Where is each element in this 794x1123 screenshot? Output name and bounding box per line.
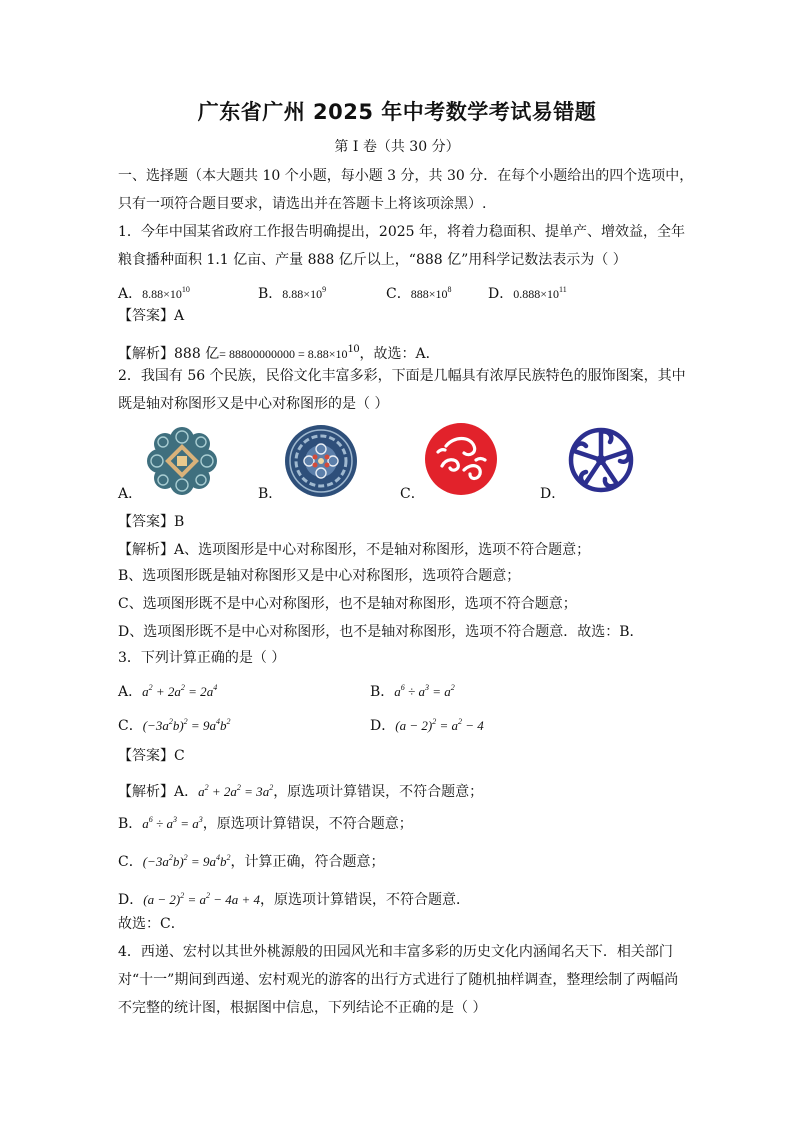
q4-stem-line1: 4．西递、宏村以其世外桃源般的田园风光和丰富多彩的历史文化内涵闻名天下．相关部门 (118, 944, 673, 960)
q1-option-b (258, 280, 326, 304)
q3-analysis-a: 【解析】A．$a^2 + 2a^2 = 3a^2$，原选项计算错误，不符合题意； (118, 783, 484, 800)
q3-analysis-d: D．$(a - 2)^2 = a^2 - 4a + 4$，原选项计算错误，不符合题意． (118, 891, 471, 908)
page-title: 广东省广州 2025 年中考数学考试易错题 (197, 100, 597, 124)
q2-stem-line1: 2．我国有 56 个民族，民俗文化丰富多彩，下面是几幅具有浓厚民族特色的服饰图案，其中 (118, 368, 686, 384)
q3-answer: 【答案】C (118, 748, 185, 764)
option-expr: $8.88\times 10^9$ (282, 285, 327, 301)
q2-figure-d (564, 424, 638, 496)
q2-option-d: D． (540, 486, 566, 502)
option-expr: $0.888\times 10^{11}$ (513, 285, 567, 301)
option-label: B． (258, 286, 283, 302)
q2-analysis-line1: 【解析】A、选项图形是中心对称图形，不是轴对称图形，选项不符合题意； (118, 542, 591, 558)
q1-option-a (118, 280, 190, 304)
q2-option-c: C． (400, 486, 425, 502)
q2-answer: 【答案】B (118, 514, 185, 530)
option-expr: $888\times 10^8$ (410, 285, 452, 301)
page-subtitle: 第 I 卷（共 30 分） (334, 139, 460, 155)
q2-analysis-line3: C、选项图形既不是中心对称图形，也不是轴对称图形，选项不符合题意； (118, 596, 577, 612)
q2-option-a: A． (118, 486, 143, 502)
q1-answer: 【答案】A (118, 308, 185, 324)
option-label: D． (488, 286, 514, 302)
q3-conclusion: 故选：C． (118, 916, 185, 932)
q3-option-c: C．$(-3a^2b)^2 = 9a^4b^2$ (118, 717, 231, 734)
q2-stem-line2: 既是轴对称图形又是中心对称图形的是（ ） (118, 396, 389, 412)
q4-stem-line3: 不完整的统计图，根据图中信息，下列结论不正确的是（ ） (118, 1000, 487, 1016)
q4-stem-line2: 对“十一”期间到西递、宏村观光的游客的出行方式进行了随机抽样调查，整理绘制了两幅尚 (118, 972, 679, 988)
section-instructions-line2: 只有一项符合题目要求，请选出并在答题卡上将该项涂黑）. (118, 196, 487, 212)
option-expr: $8.88\times 10^{10}$ (142, 285, 190, 301)
q2-option-b: B． (258, 486, 283, 502)
q2-analysis-line2: B、选项图形既是轴对称图形又是中心对称图形，选项符合题意； (118, 568, 521, 584)
q3-option-d: D．$(a - 2)^2 = a^2 - 4$ (370, 717, 484, 734)
q2-figure-c (424, 422, 498, 496)
q3-analysis-b: B．$a^6 \div a^3 = a^3$，原选项计算错误，不符合题意； (118, 815, 413, 832)
q2-figure-a (145, 425, 219, 497)
q1-option-d (488, 280, 567, 304)
option-label: C． (386, 286, 411, 302)
q3-analysis-c: C．$(-3a^2b)^2 = 9a^4b^2$，计算正确，符合题意； (118, 853, 385, 870)
q3-option-a: A．$a^2 + 2a^2 = 2a^4$ (118, 683, 218, 700)
section-instructions-line1: 一、选择题（本大题共 10 个小题，每小题 3 分，共 30 分．在每个小题给出的四个选项中， (118, 168, 694, 184)
q2-analysis-line4: D、选项图形既不是中心对称图形，也不是轴对称图形，选项不符合题意．故选：B． (118, 624, 644, 640)
q1-analysis: 【解析】888 亿= $88800000000 = 8.88\times 10^{10}$，故选：A． (118, 341, 440, 362)
q1-stem-line1: 1．今年中国某省政府工作报告明确提出，2025 年，将着力稳面积、提单产、增效益，全年 (118, 224, 685, 240)
option-label: A． (118, 286, 143, 302)
q2-figure-b (284, 424, 358, 498)
q1-option-c (386, 280, 452, 304)
q1-stem-line2: 粮食播种面积 1.1 亿亩、产量 888 亿斤以上，“888 亿”用科学记数法表示为（ ） (118, 252, 627, 268)
q3-stem: 3．下列计算正确的是（ ） (118, 650, 286, 666)
q3-option-b: B．$a^6 \div a^3 = a^2$ (370, 683, 455, 700)
